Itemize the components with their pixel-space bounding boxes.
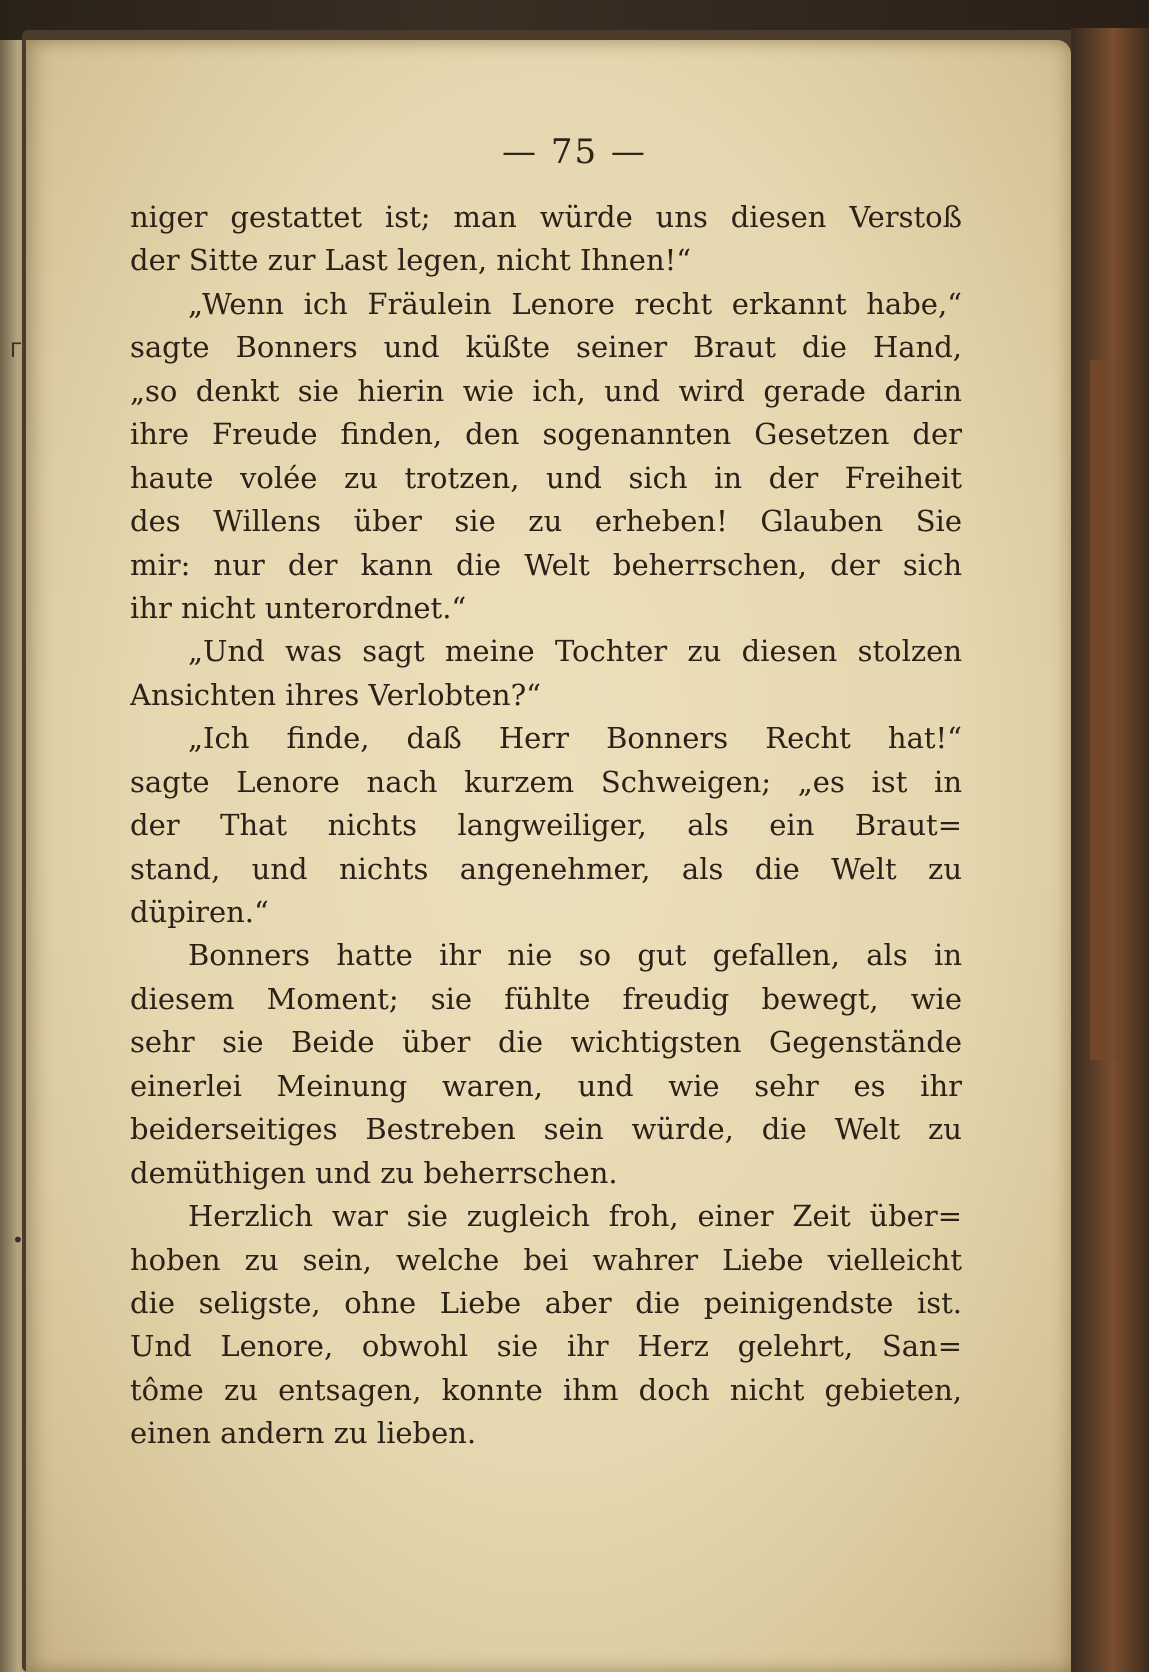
text-line: Ansichten ihres Verlobten?“ bbox=[130, 677, 541, 712]
text-line: „Ich finde, daß Herr Bonners Recht hat!“ bbox=[188, 721, 962, 756]
text-line: die seligste, ohne Liebe aber die peinigendste ist. bbox=[130, 1285, 962, 1320]
text-line: haute volée zu trotzen, und sich in der Freiheit bbox=[130, 460, 962, 495]
binding-wear bbox=[1090, 360, 1120, 1060]
text-line: ihr nicht unterordnet.“ bbox=[130, 590, 467, 625]
text-line: niger gestattet ist; man würde uns diesen Verstoß bbox=[130, 200, 962, 234]
text-line: „Und was sagt meine Tochter zu diesen stolzen bbox=[188, 634, 962, 669]
text-line: der That nichts langweiliger, als ein Braut= bbox=[130, 808, 962, 843]
text-line: „Wenn ich Fräulein Lenore recht erkannt habe,“ bbox=[188, 286, 962, 321]
text-line: hoben zu sein, welche bei wahrer Liebe vielleicht bbox=[130, 1242, 962, 1277]
text-line: einen andern zu lieben. bbox=[130, 1416, 477, 1451]
text-line: ihre Freude finden, den sogenannten Gesetzen der bbox=[130, 417, 962, 452]
text-line: mir: nur der kann die Welt beherrschen, der sich bbox=[130, 547, 962, 582]
text-line: Bonners hatte ihr nie so gut gefallen, als in bbox=[188, 938, 962, 973]
margin-mark: • bbox=[12, 1228, 24, 1252]
text-line: des Willens über sie zu erheben! Glauben Sie bbox=[130, 504, 962, 539]
text-line: tôme zu entsagen, konnte ihm doch nicht gebieten, bbox=[130, 1372, 962, 1407]
text-line: diesem Moment; sie fühlte freudig bewegt, wie bbox=[130, 981, 962, 1016]
text-line: beiderseitiges Bestreben sein würde, die Welt zu bbox=[130, 1112, 962, 1147]
text-line: demüthigen und zu beherrschen. bbox=[130, 1155, 618, 1190]
margin-mark: ᒥ bbox=[10, 338, 22, 362]
text-line: „so denkt sie hierin wie ich, und wird gerade darin bbox=[130, 373, 962, 408]
text-line: düpiren.“ bbox=[130, 895, 269, 929]
body-text bbox=[130, 196, 962, 1456]
text-line: der Sitte zur Last legen, nicht Ihnen!“ bbox=[130, 243, 692, 278]
page-number: — 75 — bbox=[502, 132, 647, 172]
text-line: Und Lenore, obwohl sie ihr Herz gelehrt, San= bbox=[130, 1329, 962, 1364]
text-line: Herzlich war sie zugleich froh, einer Zeit über= bbox=[188, 1199, 962, 1234]
text-line: sagte Bonners und küßte seiner Braut die Hand, bbox=[130, 330, 962, 365]
text-line: stand, und nichts angenehmer, als die Welt zu bbox=[130, 851, 962, 886]
text-line: sehr sie Beide über die wichtigsten Gegenstände bbox=[130, 1025, 962, 1060]
text-line: einerlei Meinung waren, und wie sehr es ihr bbox=[130, 1068, 962, 1103]
text-line: sagte Lenore nach kurzem Schweigen; „es ist in bbox=[130, 764, 962, 799]
